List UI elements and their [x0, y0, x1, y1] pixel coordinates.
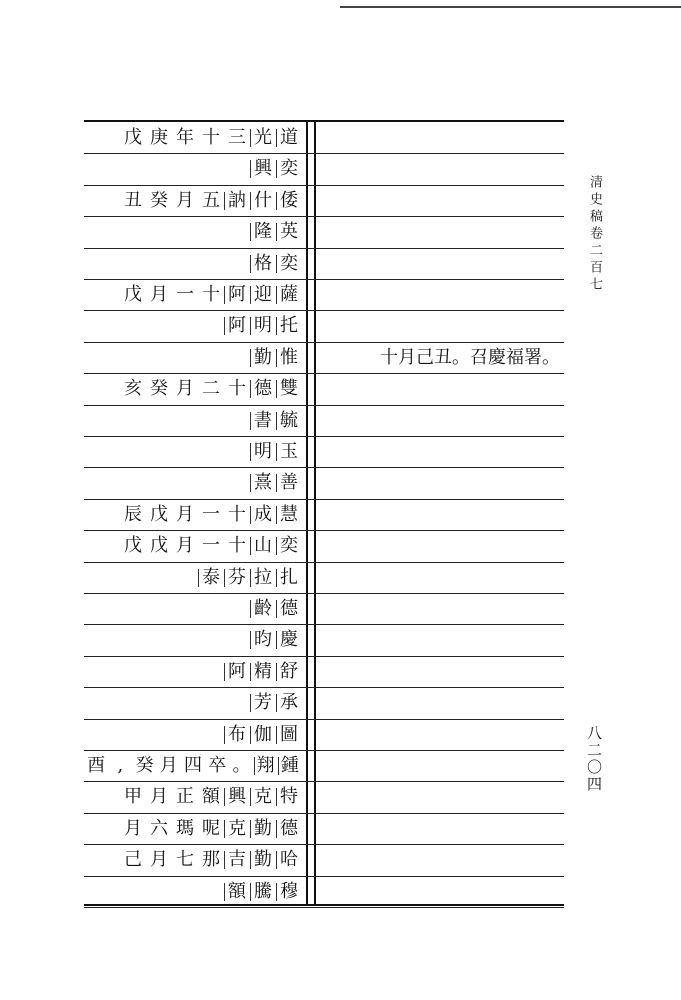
row-rule: [84, 907, 564, 908]
row-note: [316, 185, 564, 216]
name-char: 泰: [198, 562, 224, 593]
row-entry: [84, 185, 306, 216]
date-char: 戊: [124, 284, 142, 305]
date-char: 卒: [208, 755, 227, 776]
row-note: [316, 530, 564, 561]
name-char: 英: [276, 216, 302, 247]
date-char: 癸: [135, 755, 154, 776]
date-char: 月: [176, 535, 194, 557]
name-char: 穆: [276, 876, 302, 907]
row-entry: [84, 593, 306, 624]
row-note: [316, 279, 564, 310]
name-char: 克: [224, 813, 250, 844]
date-char: 月: [176, 378, 194, 400]
name-char: 特: [276, 781, 302, 812]
name-char: 翔: [254, 750, 278, 781]
row-entry: [84, 279, 306, 310]
name-char: 勤: [250, 844, 276, 875]
top-rule: [340, 6, 681, 8]
name-char: 惟: [276, 342, 302, 373]
row-note: [316, 436, 564, 467]
row-entry: [84, 122, 306, 153]
table-row: [84, 530, 564, 561]
table-row: [84, 781, 564, 812]
page-number: 八二〇四: [585, 725, 603, 793]
table-row: [84, 687, 564, 718]
name-char: 阿: [224, 279, 250, 310]
table-row: [84, 876, 564, 907]
table-row: [84, 499, 564, 530]
date-char: 。: [232, 755, 251, 776]
name-char: 成: [250, 499, 276, 530]
date-char: 六: [150, 817, 168, 839]
table-row: [84, 122, 564, 153]
name-char: 舒: [276, 656, 302, 687]
date-char: 戊: [124, 127, 142, 148]
row-note: [316, 405, 564, 436]
date-char: 甲: [124, 786, 142, 808]
name-char: 雙: [276, 373, 302, 404]
name-char: 明: [250, 310, 276, 341]
name-char: 阿: [224, 656, 250, 687]
running-head: 清史稿卷二百七: [587, 175, 602, 294]
name-char: 毓: [276, 405, 302, 436]
date-char: 月: [176, 503, 194, 525]
row-note: [316, 122, 564, 153]
date-char: 戊: [150, 535, 168, 557]
name-char: 托: [276, 310, 302, 341]
name-char: 奕: [276, 153, 302, 184]
row-note: [316, 687, 564, 718]
date-char: 那: [202, 849, 220, 871]
name-char: 倭: [276, 185, 302, 216]
row-note: [316, 342, 564, 373]
row-note: [316, 656, 564, 687]
date-char: 月: [150, 284, 168, 305]
name-char: 扎: [276, 562, 302, 593]
row-entry: [84, 656, 306, 687]
date-char: 一: [176, 284, 194, 305]
date-char: 五: [202, 189, 220, 211]
row-entry: [84, 153, 306, 184]
date-char: 十: [202, 127, 220, 148]
name-char: 奕: [276, 248, 302, 279]
name-char: 道: [276, 122, 302, 153]
name-char: 德: [276, 593, 302, 624]
date-char: 七: [176, 849, 194, 871]
date-char: 月: [150, 849, 168, 871]
name-char: 奕: [276, 530, 302, 561]
name-char: 阿: [224, 310, 250, 341]
table-row: [84, 279, 564, 310]
row-note: [316, 499, 564, 530]
row-note: [316, 813, 564, 844]
name-char: 額: [224, 876, 250, 907]
name-char: 慶: [276, 624, 302, 655]
name-char: 格: [250, 248, 276, 279]
row-entry: [84, 844, 306, 875]
date-char: 呢: [202, 817, 220, 839]
name-char: 薩: [276, 279, 302, 310]
table-row: [84, 719, 564, 750]
note-text: 十月己丑。召慶福署。: [380, 346, 560, 368]
row-entry: [84, 876, 306, 907]
name-char: 善: [276, 467, 302, 498]
table-row: [84, 405, 564, 436]
row-note: [316, 719, 564, 750]
row-entry: [84, 342, 306, 373]
date-char: 十: [228, 378, 246, 400]
table-row: [84, 750, 564, 781]
name-char: 興: [250, 153, 276, 184]
date-char: 一: [202, 535, 220, 557]
date-char: 瑪: [176, 817, 194, 839]
date-char: 戊: [150, 503, 168, 525]
table-row: [84, 310, 564, 341]
row-note: [316, 750, 564, 781]
date-char: 十: [202, 284, 220, 305]
name-char: 光: [250, 122, 276, 153]
table-row: [84, 436, 564, 467]
date-char: 額: [202, 786, 220, 808]
date-char: 一: [202, 503, 220, 525]
row-entry: [84, 813, 306, 844]
name-char: 騰: [250, 876, 276, 907]
name-char: 書: [250, 405, 276, 436]
name-char: 圖: [276, 719, 302, 750]
table-row: [84, 656, 564, 687]
name-char: 訥: [224, 185, 250, 216]
date-char: 月: [150, 786, 168, 808]
date-char: 己: [124, 849, 142, 871]
row-note: [316, 844, 564, 875]
row-note: [316, 876, 564, 907]
row-entry: [84, 216, 306, 247]
date-char: 辰: [124, 503, 142, 525]
table-row: [84, 342, 564, 373]
table-row: [84, 844, 564, 875]
name-char: 明: [250, 436, 276, 467]
name-char: 鍾: [278, 750, 302, 781]
name-char: 勤: [250, 342, 276, 373]
row-entry: [84, 373, 306, 404]
date-char: 年: [176, 127, 194, 148]
name-char: 哈: [276, 844, 302, 875]
date-char: 十: [228, 503, 246, 525]
table-row: [84, 373, 564, 404]
name-char: 迎: [250, 279, 276, 310]
table-row: [84, 153, 564, 184]
name-char: 山: [250, 530, 276, 561]
name-char: 吉: [224, 844, 250, 875]
row-entry: [84, 499, 306, 530]
table-row: [84, 562, 564, 593]
date-char: 月: [176, 189, 194, 211]
row-entry: [84, 310, 306, 341]
row-note: [316, 467, 564, 498]
row-entry: [84, 405, 306, 436]
row-entry: [84, 436, 306, 467]
name-char: 拉: [250, 562, 276, 593]
name-char: 玉: [276, 436, 302, 467]
name-char: 昀: [250, 624, 276, 655]
row-note: [316, 624, 564, 655]
date-char: 亥: [124, 378, 142, 400]
table-row: [84, 813, 564, 844]
row-entry: [84, 248, 306, 279]
name-char: 德: [250, 373, 276, 404]
table-row: [84, 624, 564, 655]
name-char: 慧: [276, 499, 302, 530]
date-char: 三: [228, 127, 246, 148]
row-note: [316, 593, 564, 624]
row-entry: [84, 624, 306, 655]
row-entry: [84, 750, 306, 781]
date-char: 癸: [150, 189, 168, 211]
name-char: 隆: [250, 216, 276, 247]
date-char: 四: [184, 755, 203, 776]
row-note: [316, 373, 564, 404]
name-char: 精: [250, 656, 276, 687]
name-char: 興: [224, 781, 250, 812]
row-note: [316, 248, 564, 279]
date-char: 月: [159, 755, 178, 776]
row-note: [316, 216, 564, 247]
date-char: 戊: [124, 535, 142, 557]
name-char: 勤: [250, 813, 276, 844]
roster-table: [84, 120, 564, 906]
row-note: [316, 781, 564, 812]
row-note: [316, 310, 564, 341]
name-char: 布: [224, 719, 250, 750]
date-char: 月: [124, 817, 142, 839]
row-entry: [84, 530, 306, 561]
date-char: 癸: [150, 378, 168, 400]
name-char: 齡: [250, 593, 276, 624]
date-char: 十: [228, 535, 246, 557]
name-char: 什: [250, 185, 276, 216]
date-char: 二: [202, 378, 220, 400]
date-char: ,: [117, 755, 124, 776]
name-char: 德: [276, 813, 302, 844]
date-char: 酉: [87, 755, 106, 776]
name-char: 克: [250, 781, 276, 812]
row-entry: [84, 467, 306, 498]
table-bottom-rule: [84, 904, 564, 906]
name-char: 芬: [224, 562, 250, 593]
row-entry: [84, 719, 306, 750]
row-note: [316, 153, 564, 184]
name-char: 承: [276, 687, 302, 718]
name-char: 熹: [250, 467, 276, 498]
table-row: [84, 593, 564, 624]
row-note: [316, 562, 564, 593]
table-row: [84, 248, 564, 279]
name-char: 芳: [250, 687, 276, 718]
date-char: 丑: [124, 189, 142, 211]
row-entry: [84, 687, 306, 718]
name-char: 伽: [250, 719, 276, 750]
table-row: [84, 185, 564, 216]
date-char: 正: [176, 786, 194, 808]
table-row: [84, 467, 564, 498]
row-entry: [84, 562, 306, 593]
row-entry: [84, 781, 306, 812]
table-row: [84, 216, 564, 247]
date-char: 庚: [150, 127, 168, 148]
